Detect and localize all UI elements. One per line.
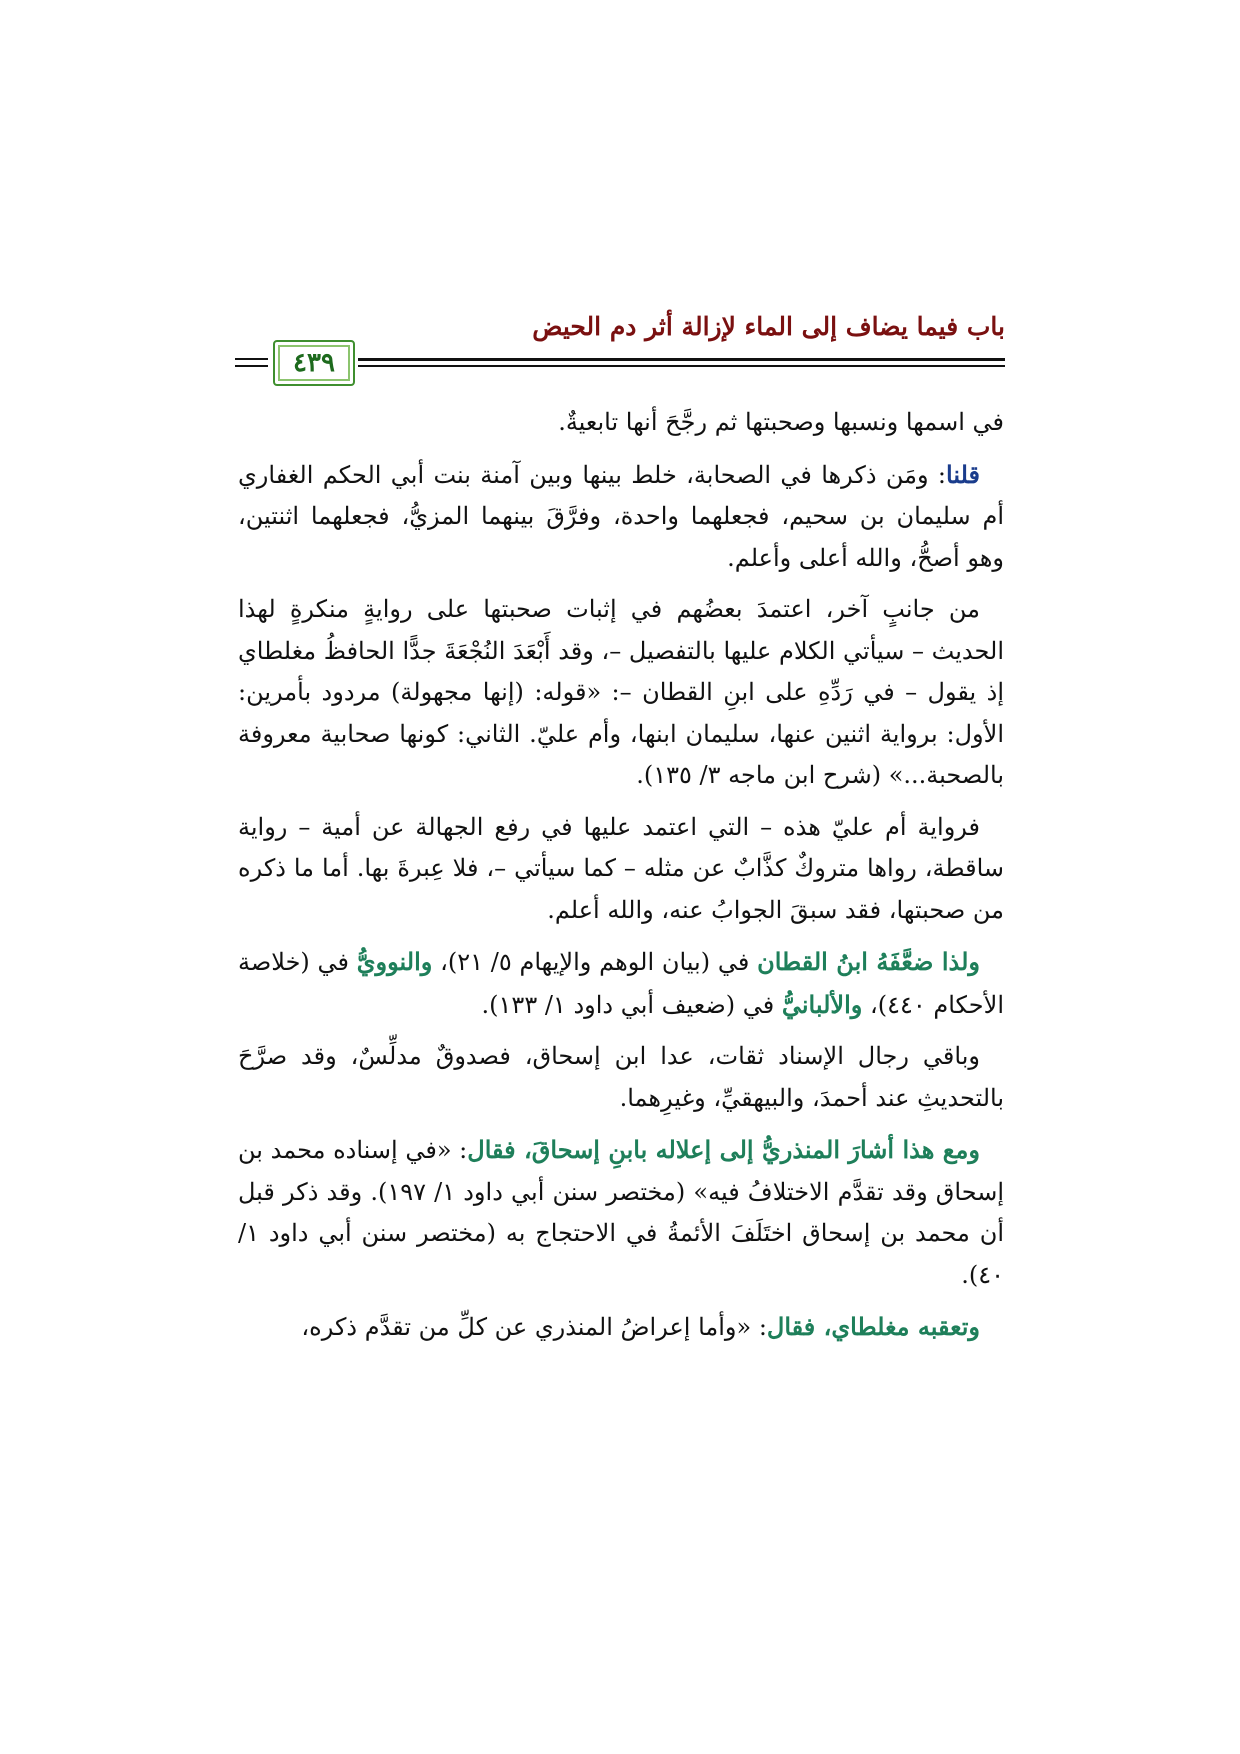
text-segment: في (بيان الوهم والإيهام ٥/ ٢١)، — [432, 948, 758, 976]
header-rule — [235, 365, 268, 367]
highlight-label: والنوويُّ — [356, 947, 433, 976]
highlight-label: قلنا — [946, 459, 980, 489]
paragraph — [238, 454, 1004, 580]
text-segment: : ومَن ذكرها في الصحابة، خلط بينها وبين آمنة بنت أبي الحكم الغفاري أم سليمان بن سحيم، فجعلهما واحدة، وفرَّقَ بينهما المزيُّ، فجعلهما اثنتين، وهو أصحُّ، والله أعلى وأعلم. — [238, 460, 1004, 572]
text-segment: فرواية أم عليّ هذه – التي اعتمد عليها في رفع الجهالة عن أمية – رواية ساقطة، رواها متروكٌ كذَّابٌ عن مثله – كما سيأتي –، فلا عِبرةَ بها. أما ما ذكره من صحبتها، فقد سبقَ الجوابُ عنه، والله أعلم. — [238, 812, 1004, 924]
highlight-label: ومع هذا أشارَ المنذريُّ إلى إعلاله بابنِ إسحاقَ، فقال — [467, 1135, 980, 1164]
header-rule — [235, 358, 268, 360]
paragraph — [238, 1306, 1004, 1349]
header-rule — [358, 358, 1005, 361]
paragraph — [238, 1036, 1004, 1119]
text-segment: : «في إسناده محمد بن إسحاق وقد تقدَّم الاختلافُ فيه» (مختصر سنن أبي داود ١/ ١٩٧). وقد ذكر قبل أن محمد بن إسحاق اختَلَفَ الأئمةُ في الاحتجاج به (مختصر سنن أبي داود ١/ ٤٠). — [238, 1136, 1004, 1289]
page-header — [235, 312, 1005, 380]
header-rule — [358, 365, 1005, 367]
text-segment: في اسمها ونسبها وصحبتها ثم رجَّحَ أنها تابعيةٌ. — [558, 408, 1004, 436]
paragraph — [238, 589, 1004, 797]
text-segment: في (ضعيف أبي داود ١/ ١٣٣). — [481, 990, 782, 1019]
highlight-label: وتعقبه مغلطاي، فقال — [766, 1312, 980, 1341]
highlight-label: ولذا ضعَّفَهُ ابنُ القطان — [757, 947, 981, 976]
highlight-label: والألبانيُّ — [781, 989, 863, 1019]
text-segment: في (خلاصة الأحكام ٤٤٠)، — [238, 948, 1004, 1019]
page-number-badge — [273, 340, 355, 386]
paragraph — [238, 941, 1004, 1026]
text-segment: من جانبٍ آخر، اعتمدَ بعضُهم في إثبات صحبتها على روايةٍ منكرةٍ لهذا الحديث – سيأتي الكلام عليها بالتفصيل –، وقد أَبْعَدَ النُجْعَةَ جدًّا الحافظُ مغلطاي إذ يقول – في رَدِّهِ على ابنِ القطان –: «قوله: (إنها مجهولة) مردود بأمرين: الأول: برواية اثنين عنها، سليمان ابنها، وأم عليّ. الثاني: كونها صحابية معروفة بالصحبة...» (شرح ابن ماجه ٣/ ١٣٥). — [238, 595, 1004, 789]
text-segment: وباقي رجال الإسناد ثقات، عدا ابن إسحاق، فصدوقٌ مدلِّسٌ، وقد صرَّحَ بالتحديثِ عند أحمدَ، والبيهقيِّ، وغيرِهما. — [238, 1042, 1004, 1112]
paragraph — [238, 807, 1004, 932]
page-number: ٤٣٩ — [293, 348, 335, 378]
running-title: باب فيما يضاف إلى الماء لإزالة أثر دم الحيض — [532, 312, 1005, 341]
paragraph — [238, 402, 1004, 444]
body-text — [238, 402, 1004, 1359]
text-segment: : «وأما إعراضُ المنذري عن كلِّ من تقدَّم ذكره، — [301, 1313, 767, 1341]
paragraph — [238, 1129, 1004, 1296]
